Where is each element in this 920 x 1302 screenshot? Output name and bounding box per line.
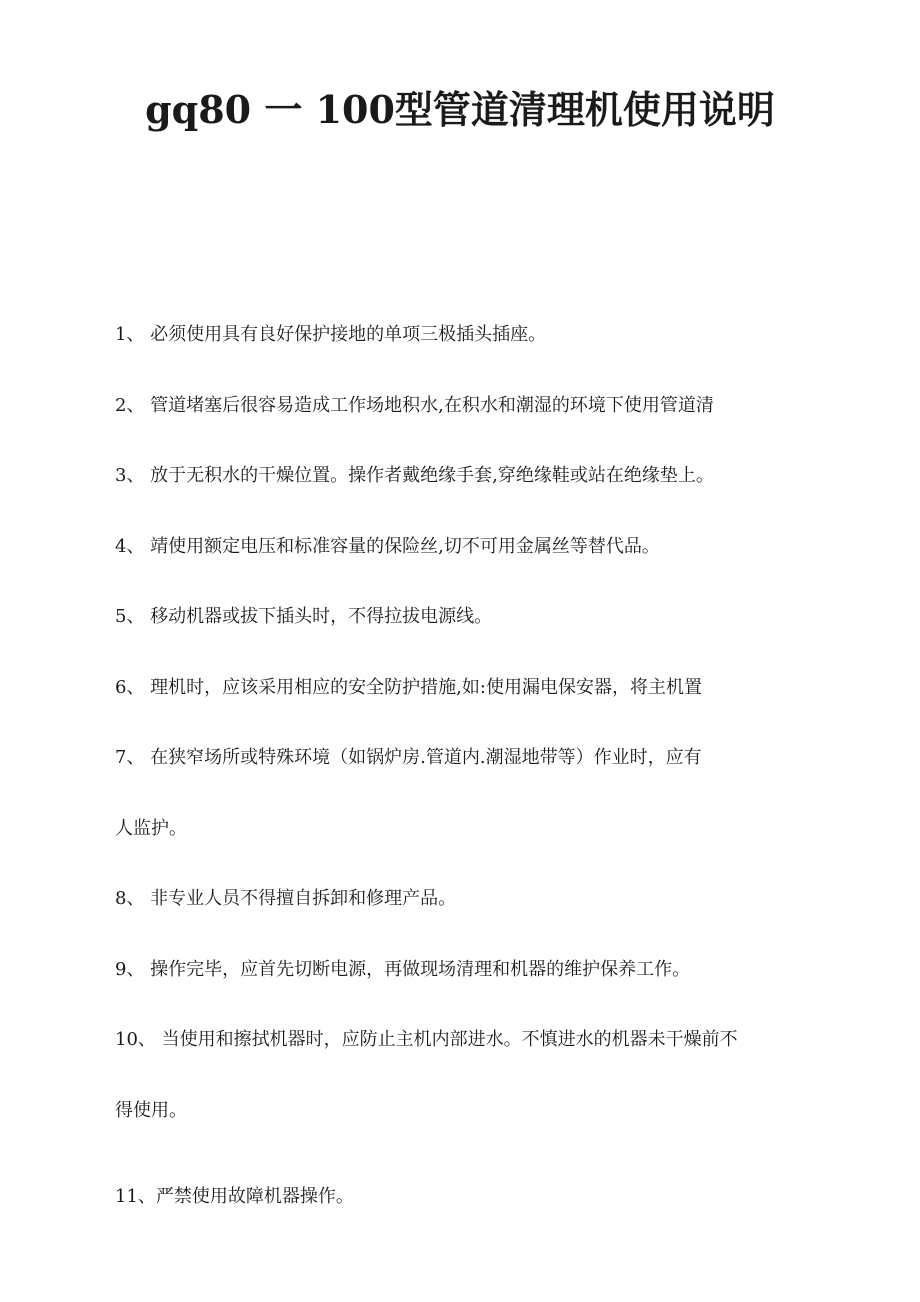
instruction-line-10: 10、 当使用和擦拭机器时，应防止主机内部进水。不慎进水的机器未干燥前不 xyxy=(115,1029,738,1050)
instruction-line-6: 6、 理机时，应该采用相应的安全防护措施,如:使用漏电保安器，将主机置 xyxy=(115,677,702,698)
instruction-line-3: 3、 放于无积水的干燥位置。操作者戴绝缘手套,穿绝缘鞋或站在绝缘垫上。 xyxy=(115,465,714,486)
instruction-line-7: 7、 在狭窄场所或特殊环境（如锅炉房.管道内.潮湿地带等）作业时，应有 xyxy=(115,747,702,768)
instruction-line-4: 4、 靖使用额定电压和标准容量的保险丝,切不可用金属丝等替代品。 xyxy=(115,536,660,557)
instruction-line-8: 8、 非专业人员不得擅自拆卸和修理产品。 xyxy=(115,888,457,909)
instruction-line-11: 11、严禁使用故障机器操作。 xyxy=(115,1186,354,1207)
instruction-line-10-continued: 得使用。 xyxy=(115,1100,187,1121)
instruction-line-1: 1、 必须使用具有良好保护接地的单项三极插头插座。 xyxy=(115,324,547,345)
instruction-line-2: 2、 管道堵塞后很容易造成工作场地积水,在积水和潮湿的环境下使用管道清 xyxy=(115,395,714,416)
document-title: gq80 一 100型管道清理机使用说明 xyxy=(145,87,775,132)
instruction-line-9: 9、 操作完毕，应首先切断电源，再做现场清理和机器的维护保养工作。 xyxy=(115,959,691,980)
instruction-line-7-continued: 人监护。 xyxy=(115,818,187,839)
instruction-line-5: 5、 移动机器或拔下插头时，不得拉拔电源线。 xyxy=(115,606,493,627)
